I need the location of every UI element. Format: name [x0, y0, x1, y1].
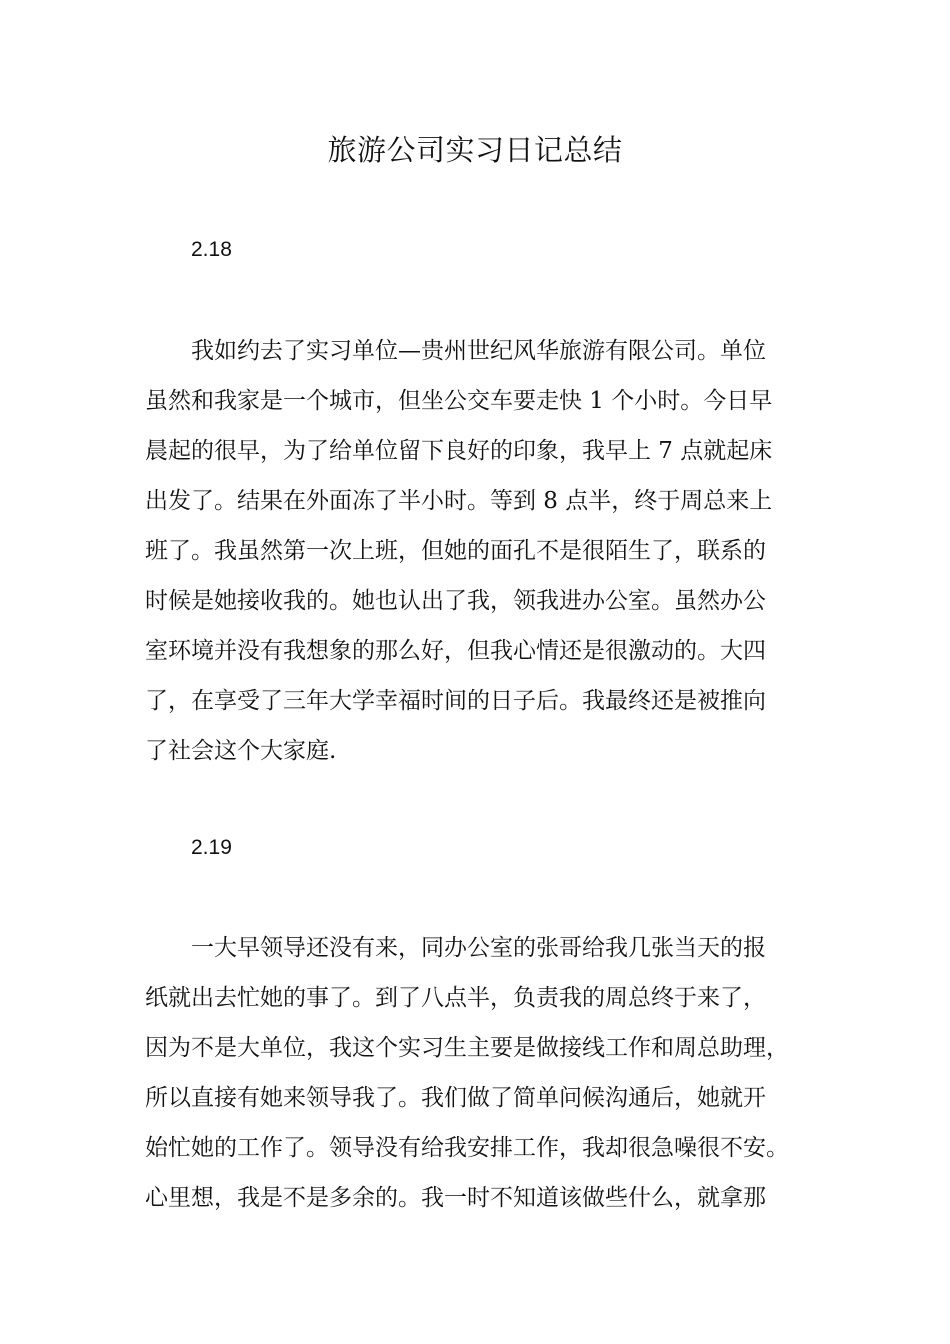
paragraph-line: 时候是她接收我的。她也认出了我，领我进办公室。虽然办公: [145, 588, 766, 614]
paragraph-line: 了，在享受了三年大学幸福时间的日子后。我最终还是被推向: [145, 688, 766, 714]
paragraph-line: 虽然和我家是一个城市，但坐公交车要走快 1 个小时。今日早: [145, 388, 773, 414]
paragraph-line: 心里想，我是不是多余的。我一时不知道该做些什么，就拿那: [145, 1185, 766, 1211]
paragraph-line: 我如约去了实习单位—贵州世纪风华旅游有限公司。单位: [191, 338, 766, 364]
entry-date-2: 2.19: [191, 836, 232, 859]
paragraph-line: 晨起的很早，为了给单位留下良好的印象，我早上 7 点就起床: [145, 438, 773, 464]
entry-date-1: 2.18: [191, 238, 232, 261]
paragraph-line: 始忙她的工作了。领导没有给我安排工作，我却很急噪很不安。: [145, 1135, 789, 1161]
paragraph-line: 所以直接有她来领导我了。我们做了简单问候沟通后，她就开: [145, 1085, 766, 1111]
paragraph-line: 因为不是大单位，我这个实习生主要是做接线工作和周总助理，: [145, 1035, 789, 1061]
paragraph-line: 纸就出去忙她的事了。到了八点半，负责我的周总终于来了，: [145, 985, 766, 1011]
paragraph-line: 班了。我虽然第一次上班，但她的面孔不是很陌生了，联系的: [145, 538, 766, 564]
paragraph-line: 了社会这个大家庭.: [145, 738, 337, 764]
entry-paragraph-1: [145, 326, 825, 776]
paragraph-line: 出发了。结果在外面冻了半小时。等到 8 点半，终于周总来上: [145, 488, 773, 514]
document-title: 旅游公司实习日记总结: [327, 133, 623, 167]
paragraph-line: 一大早领导还没有来，同办公室的张哥给我几张当天的报: [191, 935, 766, 961]
paragraph-line: 室环境并没有我想象的那么好，但我心情还是很激动的。大四: [145, 638, 766, 664]
entry-paragraph-2: [145, 923, 825, 1223]
